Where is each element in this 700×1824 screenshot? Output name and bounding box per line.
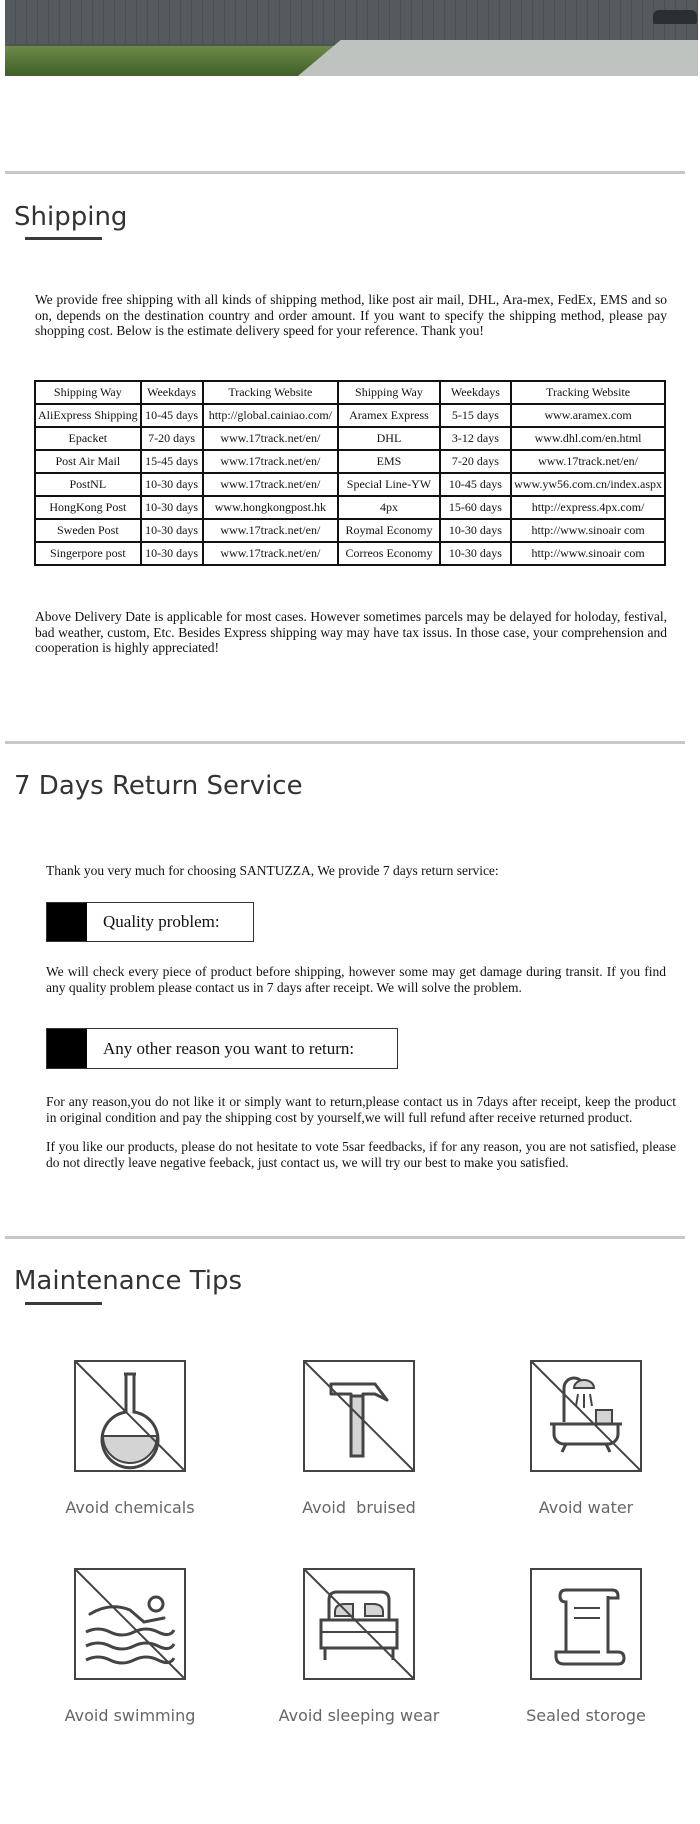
col-header: Shipping Way (338, 381, 440, 404)
shipping-note: Above Delivery Date is applicable for most cases. However sometimes parcels may be delayed for holoday, festival, bad weather, custom, Etc. Besides Express shipping way may have tax issus. In those case, your comprehension and cooperation is highly appreciated! (35, 609, 667, 655)
table-row (35, 496, 665, 519)
bed-icon (303, 1568, 415, 1680)
shower-bath-icon (530, 1360, 642, 1472)
table-cell: Roymal Economy (338, 519, 440, 542)
table-cell: 4px (338, 496, 440, 519)
maintenance-title: Maintenance Tips (14, 1266, 243, 1296)
table-row (35, 404, 665, 427)
table-cell: 7-20 days (141, 427, 203, 450)
table-row (35, 427, 665, 450)
tip-avoid-bruised (259, 1360, 459, 1517)
table-cell: http://www.sinoair com (511, 542, 665, 565)
section-divider (5, 1236, 685, 1239)
col-header: Shipping Way (35, 381, 141, 404)
table-cell: 10-30 days (440, 519, 511, 542)
other-reason-box (46, 1028, 398, 1069)
tip-avoid-chemicals (30, 1360, 230, 1517)
tip-label: Avoid sleeping wear (278, 1706, 440, 1725)
col-header: Weekdays (141, 381, 203, 404)
table-header-row (35, 381, 665, 404)
table-cell: AliExpress Shipping (35, 404, 141, 427)
table-row (35, 542, 665, 565)
table-cell: Special Line-YW (338, 473, 440, 496)
tip-label: Avoid water (538, 1498, 634, 1517)
table-cell: Singerpore post (35, 542, 141, 565)
col-header: Tracking Website (511, 381, 665, 404)
table-cell: www.dhl.com/en.html (511, 427, 665, 450)
tip-label: Sealed storoge (526, 1706, 646, 1725)
quality-problem-text: We will check every piece of product before shipping, however some may get damage during transit. If you find any quality problem please contact us in 7 days after receipt. We will solve the problem. (46, 964, 666, 995)
table-cell: http://express.4px.com/ (511, 496, 665, 519)
table-cell: Correos Economy (338, 542, 440, 565)
table-cell: 10-30 days (141, 473, 203, 496)
table-cell: 10-30 days (141, 519, 203, 542)
table-cell: EMS (338, 450, 440, 473)
returns-title: 7 Days Return Service (14, 771, 303, 801)
tip-label: Avoid chemicals (65, 1498, 195, 1517)
table-cell: PostNL (35, 473, 141, 496)
table-cell: 10-45 days (440, 473, 511, 496)
table-cell: http://www.sinoair com (511, 519, 665, 542)
other-reason-label: Any other reason you want to return: (103, 1038, 355, 1058)
table-cell: www.17track.net/en/ (203, 450, 339, 473)
title-underline (25, 1302, 102, 1305)
table-cell: Aramex Express (338, 404, 440, 427)
col-header: Tracking Website (203, 381, 339, 404)
table-cell: http://global.cainiao.com/ (203, 404, 339, 427)
shipping-title: Shipping (14, 202, 128, 232)
table-cell: 10-30 days (141, 496, 203, 519)
feedback-text: If you like our products, please do not hesitate to vote 5sar feedbacks, if for any reason, you are not satisfied, please do not directly leave negative feeback, just contact us, we will try our best to make you satisfied. (46, 1139, 676, 1170)
table-cell: 10-45 days (141, 404, 203, 427)
table-cell: 15-45 days (141, 450, 203, 473)
table-cell: HongKong Post (35, 496, 141, 519)
tip-sealed-storage (486, 1568, 686, 1725)
table-cell: www.17track.net/en/ (203, 542, 339, 565)
table-cell: www.hongkongpost.hk (203, 496, 339, 519)
title-underline (25, 237, 102, 240)
table-row (35, 519, 665, 542)
hero-photo (5, 0, 698, 76)
table-row (35, 450, 665, 473)
section-divider (5, 171, 685, 174)
table-row (35, 473, 665, 496)
section-divider (5, 741, 685, 744)
tip-label: Avoid bruised (302, 1498, 416, 1517)
table-cell: www.17track.net/en/ (203, 427, 339, 450)
quality-problem-box (46, 902, 254, 942)
table-cell: Post Air Mail (35, 450, 141, 473)
table-cell: www.yw56.com.cn/index.aspx (511, 473, 665, 496)
col-header: Weekdays (440, 381, 511, 404)
table-cell: Sweden Post (35, 519, 141, 542)
scroll-icon (530, 1568, 642, 1680)
table-cell: www.17track.net/en/ (511, 450, 665, 473)
swimmer-icon (74, 1568, 186, 1680)
flask-icon (74, 1360, 186, 1472)
tip-avoid-sleeping-wear (259, 1568, 459, 1725)
table-cell: 7-20 days (440, 450, 511, 473)
table-cell: 3-12 days (440, 427, 511, 450)
table-cell: DHL (338, 427, 440, 450)
table-cell: www.17track.net/en/ (203, 473, 339, 496)
table-cell: 10-30 days (440, 542, 511, 565)
shipping-table (34, 380, 666, 566)
tip-avoid-water (486, 1360, 686, 1517)
table-cell: www.17track.net/en/ (203, 519, 339, 542)
other-reason-text: For any reason,you do not like it or simply want to return,please contact us in 7days after receipt, keep the product in original condition and pay the shipping cost by yourself,we will full refund after receive returned product. (46, 1094, 676, 1125)
quality-problem-label: Quality problem: (103, 912, 220, 931)
tip-label: Avoid swimming (64, 1706, 196, 1725)
table-cell: Epacket (35, 427, 141, 450)
shipping-intro: We provide free shipping with all kinds of shipping method, like post air mail, DHL, Ara-mex, FedEx, EMS and so on, depends on the destination country and order amount. If you want to specify the shipping method, please pay shopping cost. Below is the estimate delivery speed for your reference. Thank you! (35, 292, 667, 338)
hammer-icon (303, 1360, 415, 1472)
table-cell: www.aramex.com (511, 404, 665, 427)
table-cell: 5-15 days (440, 404, 511, 427)
table-cell: 15-60 days (440, 496, 511, 519)
tip-avoid-swimming (30, 1568, 230, 1725)
returns-intro: Thank you very much for choosing SANTUZZA, We provide 7 days return service: (46, 863, 499, 878)
table-cell: 10-30 days (141, 542, 203, 565)
